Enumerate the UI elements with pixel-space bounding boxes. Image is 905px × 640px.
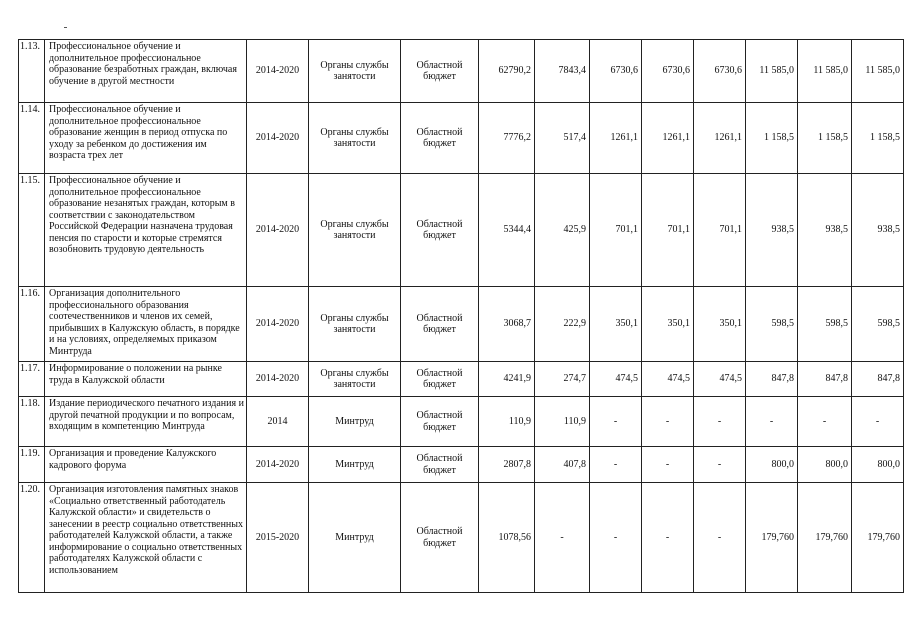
period: 2014-2020 <box>247 174 309 287</box>
executor: Минтруд <box>309 447 401 483</box>
year-amount: 7843,4 <box>535 40 590 103</box>
table-row <box>19 287 904 362</box>
activity-name: Профессиональное обучение и дополнительное профессиональное образование женщин в период отпуска по уходу за ребенком до достижения им возраста трех лет <box>45 103 247 174</box>
total-amount: 3068,7 <box>479 287 535 362</box>
funding-source: Областной бюджет <box>401 483 479 593</box>
funding-source: Областной бюджет <box>401 397 479 447</box>
period: 2014-2020 <box>247 447 309 483</box>
year-amount: 6730,6 <box>590 40 642 103</box>
activity-name: Информирование о положении на рынке труда в Калужской области <box>45 362 247 397</box>
period: 2015-2020 <box>247 483 309 593</box>
period: 2014-2020 <box>247 362 309 397</box>
year-amount: 274,7 <box>535 362 590 397</box>
year-amount: - <box>798 397 852 447</box>
year-amount: 474,5 <box>590 362 642 397</box>
year-amount: - <box>852 397 904 447</box>
program-activities-table <box>18 39 904 593</box>
period: 2014 <box>247 397 309 447</box>
year-amount: 800,0 <box>798 447 852 483</box>
funding-source: Областной бюджет <box>401 103 479 174</box>
activity-name: Профессиональное обучение и дополнительное профессиональное образование незанятых граждан, которым в соответствии с законодательством Российской Федерации назначена трудовая пенсия по старости и которые стремятся возобновить трудовую деятельность <box>45 174 247 287</box>
year-amount: 938,5 <box>852 174 904 287</box>
row-number: 1.14. <box>19 103 45 174</box>
total-amount: 5344,4 <box>479 174 535 287</box>
year-amount: 1 158,5 <box>746 103 798 174</box>
executor: Органы службы занятости <box>309 362 401 397</box>
year-amount: - <box>590 483 642 593</box>
activity-name: Организация и проведение Калужского кадрового форума <box>45 447 247 483</box>
table-row <box>19 103 904 174</box>
year-amount: - <box>590 397 642 447</box>
year-amount: 350,1 <box>590 287 642 362</box>
year-amount: - <box>642 447 694 483</box>
total-amount: 1078,56 <box>479 483 535 593</box>
table-row <box>19 40 904 103</box>
year-amount: 474,5 <box>642 362 694 397</box>
year-amount: 110,9 <box>535 397 590 447</box>
year-amount: 701,1 <box>642 174 694 287</box>
table-row <box>19 397 904 447</box>
funding-source: Областной бюджет <box>401 40 479 103</box>
table-body <box>19 40 904 593</box>
year-amount: 800,0 <box>852 447 904 483</box>
year-amount: 11 585,0 <box>852 40 904 103</box>
activity-name: Организация изготовления памятных знаков «Социально ответственный работодатель Калужской области» и свидетельств о занесении в реестр социально ответственных работодателей Калужской области, а также информирование о социально ответственных работодателях Калужской области с использованием <box>45 483 247 593</box>
year-amount: 11 585,0 <box>746 40 798 103</box>
year-amount: 1261,1 <box>642 103 694 174</box>
year-amount: 222,9 <box>535 287 590 362</box>
year-amount: 847,8 <box>852 362 904 397</box>
executor: Органы службы занятости <box>309 174 401 287</box>
row-number: 1.18. <box>19 397 45 447</box>
period: 2014-2020 <box>247 103 309 174</box>
year-amount: 179,760 <box>798 483 852 593</box>
year-amount: 407,8 <box>535 447 590 483</box>
funding-source: Областной бюджет <box>401 287 479 362</box>
row-number: 1.17. <box>19 362 45 397</box>
scan-speck <box>64 27 67 28</box>
total-amount: 2807,8 <box>479 447 535 483</box>
year-amount: - <box>642 397 694 447</box>
year-amount: 847,8 <box>798 362 852 397</box>
activity-name: Профессиональное обучение и дополнительное профессиональное образование безработных граждан, включая обучение в другой местности <box>45 40 247 103</box>
year-amount: - <box>746 397 798 447</box>
executor: Органы службы занятости <box>309 287 401 362</box>
table-row <box>19 362 904 397</box>
year-amount: 598,5 <box>798 287 852 362</box>
row-number: 1.20. <box>19 483 45 593</box>
executor: Минтруд <box>309 483 401 593</box>
year-amount: 11 585,0 <box>798 40 852 103</box>
year-amount: 1261,1 <box>694 103 746 174</box>
year-amount: 800,0 <box>746 447 798 483</box>
row-number: 1.13. <box>19 40 45 103</box>
year-amount: - <box>590 447 642 483</box>
executor: Органы службы занятости <box>309 40 401 103</box>
year-amount: 474,5 <box>694 362 746 397</box>
year-amount: 179,760 <box>852 483 904 593</box>
year-amount: - <box>694 483 746 593</box>
executor: Минтруд <box>309 397 401 447</box>
year-amount: 6730,6 <box>694 40 746 103</box>
year-amount: - <box>535 483 590 593</box>
row-number: 1.19. <box>19 447 45 483</box>
year-amount: 938,5 <box>746 174 798 287</box>
year-amount: 938,5 <box>798 174 852 287</box>
total-amount: 7776,2 <box>479 103 535 174</box>
year-amount: 179,760 <box>746 483 798 593</box>
year-amount: - <box>642 483 694 593</box>
table-row <box>19 483 904 593</box>
year-amount: 1 158,5 <box>798 103 852 174</box>
year-amount: 598,5 <box>852 287 904 362</box>
year-amount: 1 158,5 <box>852 103 904 174</box>
year-amount: 598,5 <box>746 287 798 362</box>
total-amount: 110,9 <box>479 397 535 447</box>
activity-name: Издание периодического печатного издания и другой печатной продукции и по вопросам, входящим в компетенцию Минтруда <box>45 397 247 447</box>
funding-source: Областной бюджет <box>401 174 479 287</box>
funding-source: Областной бюджет <box>401 362 479 397</box>
year-amount: 701,1 <box>590 174 642 287</box>
year-amount: - <box>694 447 746 483</box>
funding-source: Областной бюджет <box>401 447 479 483</box>
year-amount: 701,1 <box>694 174 746 287</box>
activity-name: Организация дополнительного профессионального образования соотечественников и членов их семей, прибывших в Калужскую область, в порядке и на условиях, определяемых приказом Минтруда <box>45 287 247 362</box>
row-number: 1.16. <box>19 287 45 362</box>
year-amount: 350,1 <box>694 287 746 362</box>
executor: Органы службы занятости <box>309 103 401 174</box>
year-amount: 517,4 <box>535 103 590 174</box>
total-amount: 4241,9 <box>479 362 535 397</box>
period: 2014-2020 <box>247 287 309 362</box>
table-row <box>19 174 904 287</box>
year-amount: 425,9 <box>535 174 590 287</box>
year-amount: 350,1 <box>642 287 694 362</box>
total-amount: 62790,2 <box>479 40 535 103</box>
year-amount: - <box>694 397 746 447</box>
row-number: 1.15. <box>19 174 45 287</box>
year-amount: 847,8 <box>746 362 798 397</box>
year-amount: 6730,6 <box>642 40 694 103</box>
table-row <box>19 447 904 483</box>
period: 2014-2020 <box>247 40 309 103</box>
year-amount: 1261,1 <box>590 103 642 174</box>
